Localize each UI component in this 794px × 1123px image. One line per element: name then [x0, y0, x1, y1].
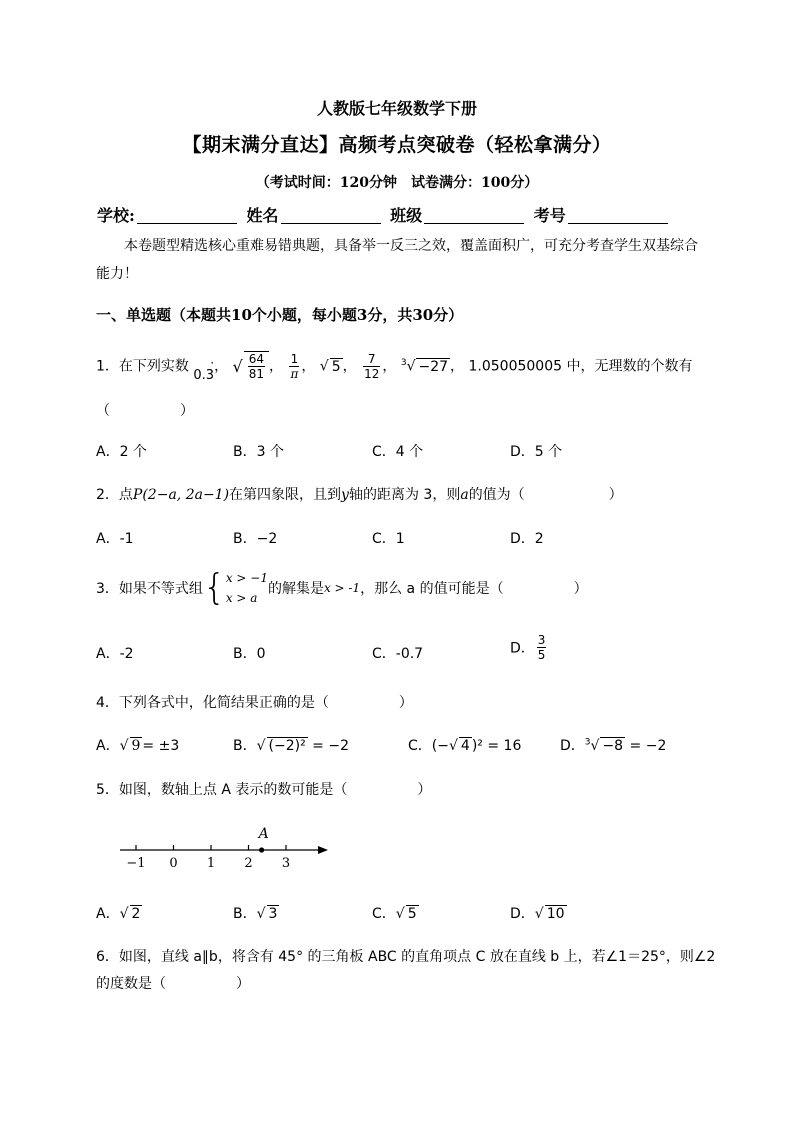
class-label: 班级 [390, 206, 423, 225]
sqrt-icon: √ [590, 738, 600, 754]
point-a-marker [259, 847, 264, 852]
radicand: −8 [602, 738, 624, 754]
question-6-line-1: 6．如图，直线 a∥b，将含有 45° 的三角板 ABC 的直角项点 C 放在直线 b 上，若∠1＝25°，则∠2 [96, 949, 716, 965]
exam-title: 【期末满分直达】高频考点突破卷（轻松拿满分） [182, 134, 612, 156]
sqrt-icon: √ [448, 738, 458, 754]
q2-mid2: 轴的距离为 3，则 [348, 487, 461, 503]
cube-root-index: 3 [400, 357, 407, 368]
radicand: 2 [131, 906, 141, 922]
number-line-tick-label: 0 [169, 856, 178, 871]
q3-tail: ，那么 a 的值可能是（ ） [360, 581, 588, 597]
q1-tail: 1.050050005 中，无理数的个数有 [468, 358, 693, 375]
sqrt-icon: √ [119, 906, 129, 922]
sqrt-icon: √ [406, 358, 416, 375]
number-line-tick-label: 1 [206, 856, 216, 871]
q5-option-a[interactable] [96, 903, 142, 923]
document-title: 人教版七年级数学下册 [316, 99, 477, 118]
expr-pre: (− [431, 738, 449, 754]
sqrt-icon: √ [256, 906, 266, 922]
q3-inequality-system [203, 568, 268, 608]
question-4: 4．下列各式中，化简结果正确的是（ ） [96, 695, 413, 711]
frac-num: 3 [537, 633, 546, 647]
q1-option-c[interactable]: C．4 个 [372, 444, 424, 460]
q2-option-b[interactable]: B．−2 [233, 531, 278, 547]
option-label: A． [96, 906, 120, 922]
arrow-icon [318, 846, 328, 854]
q2-y: y [341, 487, 349, 503]
inequality-lines [226, 568, 268, 608]
frac-den: 12 [364, 367, 380, 381]
q5-option-b[interactable] [233, 903, 279, 923]
exam-no-label: 考号 [533, 206, 566, 225]
exam-info: （考试时间：120分钟 试卷满分：100分） [255, 175, 539, 191]
school-field[interactable] [137, 207, 237, 224]
repeat-dot: · [210, 355, 215, 370]
q1-prefix: 1．在下列实数 [96, 358, 189, 375]
q1-sqrt-frac [244, 351, 269, 381]
frac-num: 64 [248, 352, 264, 366]
radicand: (−2)² [268, 738, 306, 754]
radicand: 5 [407, 906, 417, 922]
frac-64-81 [248, 352, 265, 381]
q2-option-d[interactable]: D．2 [510, 531, 544, 547]
question-1: 1．在下列实数 0.3 · ， √ $\frac{64}{81}$ ， $\frac{1}{\pi}$ ， √ 5 ， $\frac{7}{12}$ ， $^3$√ −27 ， 1.050050005 中，无理数的个数有 [96, 352, 693, 383]
q1-answer-paren: （ ） [96, 403, 194, 419]
expr-rest: )² = 16 [471, 738, 522, 754]
q2-option-c[interactable]: C．1 [372, 531, 405, 547]
question-5: 5．如图，数轴上点 A 表示的数可能是（ ） [96, 782, 432, 798]
brace-icon: { [202, 567, 226, 608]
q3-prefix: 3．如果不等式组 [96, 581, 203, 597]
frac-den: π [290, 367, 299, 381]
radicand: 3 [268, 906, 278, 922]
q2-tail: 的值为（ ） [468, 487, 623, 503]
name-field[interactable] [281, 207, 381, 224]
section-heading: 一、单选题（本题共10个小题，每小题3分，共30分） [96, 306, 464, 324]
student-info-row [97, 203, 672, 226]
sqrt-icon: √ [534, 906, 544, 922]
q5-option-c[interactable] [372, 903, 419, 923]
option-label: C． [372, 906, 396, 922]
expr-rest: = −2 [307, 738, 349, 754]
number-line-labels [126, 856, 290, 871]
radicand: 9 [131, 738, 141, 754]
sqrt-icon: √ [119, 738, 129, 754]
q3-option-c[interactable]: C．-0.7 [372, 646, 424, 662]
sqrt-icon: √ [256, 738, 266, 754]
q1-cube-root: −27 [418, 358, 449, 375]
number-line-tick-label: 3 [281, 856, 291, 871]
option-label: B． [233, 906, 257, 922]
q4-option-b[interactable] [233, 735, 349, 755]
q2-point: P(2−a, 2a−1) [132, 487, 230, 503]
q3-option-d[interactable] [510, 633, 548, 662]
frac-7-12 [363, 352, 380, 381]
q1-sqrt5: 5 [331, 358, 341, 375]
expr-rest: = −2 [625, 738, 667, 754]
frac-3-5 [537, 633, 547, 662]
number-line-figure [118, 820, 338, 876]
name-label: 姓名 [246, 206, 279, 225]
option-label: D． [510, 640, 535, 657]
question-2 [96, 484, 623, 504]
inequality-2: x > a [225, 591, 258, 605]
intro-line-2: 能力！ [96, 266, 138, 282]
q1-repeating-decimal [193, 355, 215, 383]
frac-den: 81 [248, 367, 264, 381]
option-label: D． [560, 738, 585, 754]
frac-1-pi [289, 352, 299, 381]
intro-line-1: 本卷题型精选核心重难易错典题，具备举一反三之效，覆盖面积广，可充分考查学生双基综合 [124, 238, 698, 254]
frac-num: 7 [363, 352, 380, 367]
number-line-tick-label: −1 [126, 856, 146, 871]
radicand: 10 [546, 906, 565, 922]
q2-mid: 在第四象限，且到 [229, 487, 342, 503]
question-6-line-2: 的度数是（ ） [96, 976, 250, 992]
option-label: B． [233, 738, 257, 754]
sqrt-icon: √ [232, 357, 243, 376]
school-label: 学校: [97, 206, 135, 225]
q3-condition: x > -1 [323, 581, 361, 595]
q1-option-a[interactable]: A．2 个 [96, 444, 147, 460]
inequality-1: x > −1 [225, 571, 268, 585]
q2-prefix: 2．点 [96, 487, 133, 503]
exam-no-field[interactable] [568, 207, 668, 224]
frac-den: 5 [537, 648, 546, 662]
q4-option-a[interactable] [96, 735, 179, 755]
q3-mid: 的解集是 [267, 581, 324, 597]
option-label: D． [510, 906, 535, 922]
radicand: 4 [460, 738, 470, 754]
q2-option-a[interactable]: A．-1 [96, 531, 134, 547]
q1-decimal: 0.3 [193, 367, 215, 383]
q3-option-b[interactable]: B．0 [233, 646, 266, 662]
frac-num: 1 [290, 352, 299, 366]
option-label: C． [408, 738, 432, 754]
q3-option-a[interactable]: A．-2 [96, 646, 134, 662]
q5-option-d[interactable] [510, 903, 567, 923]
q1-option-b[interactable]: B．3 个 [233, 444, 284, 460]
option-label: A． [96, 738, 120, 754]
number-line-tick-label: 2 [244, 856, 253, 871]
point-a-label: A [258, 826, 269, 842]
class-field[interactable] [424, 207, 524, 224]
q1-option-d[interactable]: D．5 个 [510, 444, 563, 460]
sqrt-icon: √ [395, 906, 405, 922]
q4-option-c[interactable] [408, 735, 521, 755]
question-3 [96, 568, 588, 612]
cube-root-index: 3 [584, 737, 591, 748]
sqrt-icon: √ [319, 358, 329, 375]
q2-a: a [460, 487, 469, 503]
expr-rest: = ±3 [142, 738, 180, 754]
q4-option-d[interactable] [560, 735, 666, 755]
